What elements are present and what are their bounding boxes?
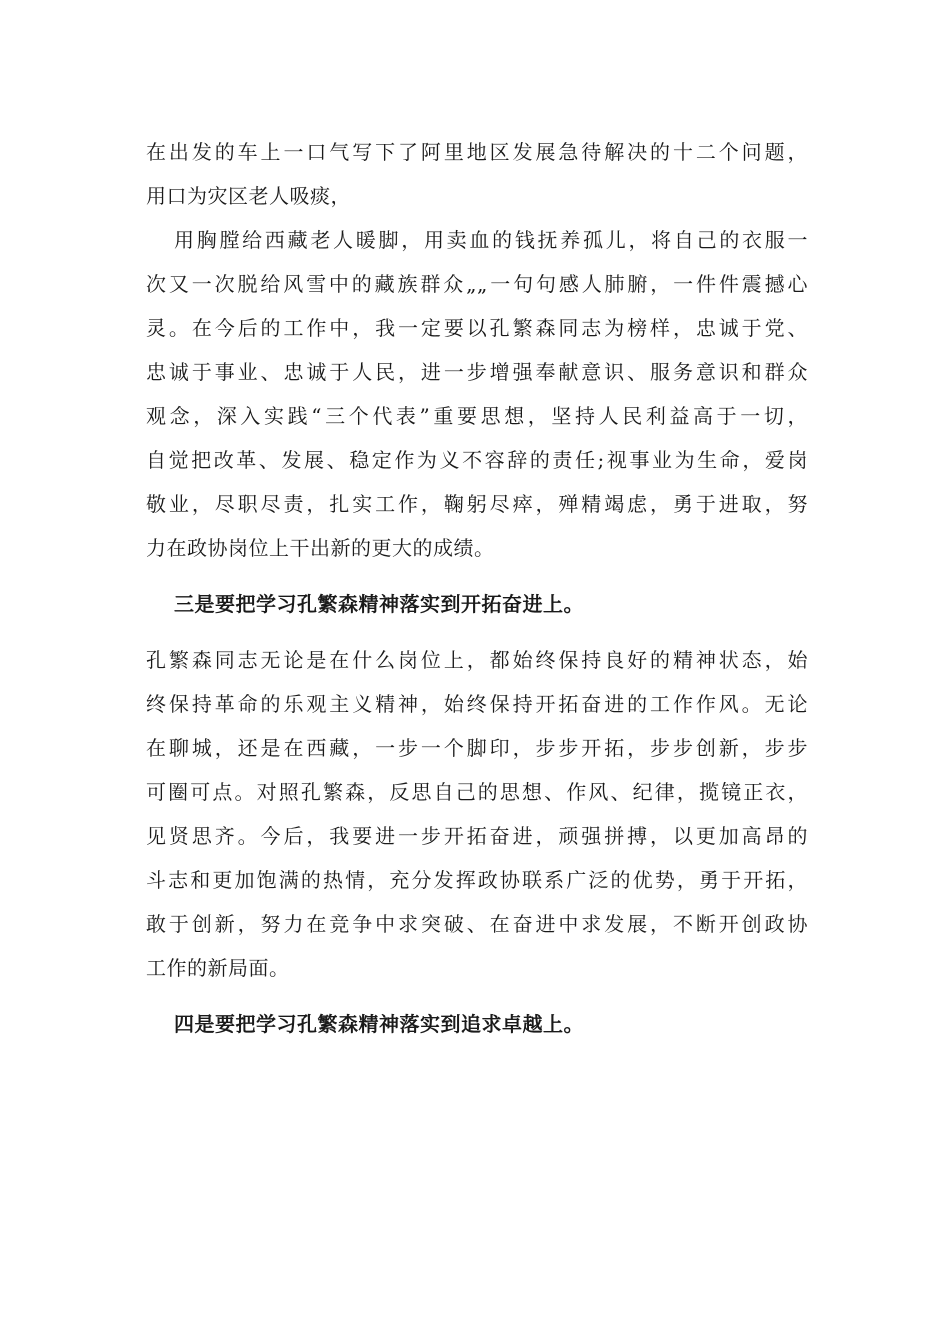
section-heading-4: 四是要把学习孔繁森精神落实到追求卓越上。: [174, 1012, 584, 1036]
paragraph-line: 见贤思齐。今后，我要进一步开拓奋进，顽强拼搏，以更加高昂的: [146, 824, 808, 848]
paragraph-line: 力在政协岗位上干出新的更大的成绩。: [146, 536, 495, 560]
paragraph-line: 忠诚于事业、忠诚于人民，进一步增强奉献意识、服务意识和群众: [146, 360, 808, 384]
paragraph-line: 观念，深入实践“三个代表”重要思想，坚持人民利益高于一切，: [146, 404, 808, 428]
document-page: [146, 130, 808, 1058]
paragraph-line: 在出发的车上一口气写下了阿里地区发展急待解决的十二个问题，: [146, 140, 808, 164]
section-heading-3: 三是要把学习孔繁森精神落实到开拓奋进上。: [174, 592, 584, 616]
paragraph-1: [146, 130, 808, 218]
paragraph-3: [146, 638, 808, 990]
paragraph-line: 用口为灾区老人吸痰，: [146, 184, 351, 208]
paragraph-2: [146, 218, 808, 570]
paragraph-line: 敬业，尽职尽责，扎实工作，鞠躬尽瘁，殚精竭虑，勇于进取，努: [146, 492, 808, 516]
paragraph-line: 斗志和更加饱满的热情，充分发挥政协联系广泛的优势，勇于开拓，: [146, 868, 808, 892]
paragraph-line: 灵。在今后的工作中，我一定要以孔繁森同志为榜样，忠诚于党、: [146, 316, 808, 340]
paragraph-line: 孔繁森同志无论是在什么岗位上，都始终保持良好的精神状态，始: [146, 648, 808, 672]
paragraph-line: 工作的新局面。: [146, 956, 290, 980]
paragraph-line: 可圈可点。对照孔繁森，反思自己的思想、作风、纪律，揽镜正衣，: [146, 780, 808, 804]
paragraph-line: 终保持革命的乐观主义精神，始终保持开拓奋进的工作作风。无论: [146, 692, 808, 716]
paragraph-line: 次又一次脱给风雪中的藏族群众„„一句句感人肺腑，一件件震撼心: [146, 272, 808, 296]
paragraph-line: 在聊城，还是在西藏，一步一个脚印，步步开拓，步步创新，步步: [146, 736, 808, 760]
paragraph-line: 用胸膛给西藏老人暖脚，用卖血的钱抚养孤儿，将自己的衣服一: [174, 228, 808, 252]
paragraph-line: 自觉把改革、发展、稳定作为义不容辞的责任;视事业为生命，爱岗: [146, 448, 808, 472]
paragraph-line: 敢于创新，努力在竞争中求突破、在奋进中求发展，不断开创政协: [146, 912, 808, 936]
